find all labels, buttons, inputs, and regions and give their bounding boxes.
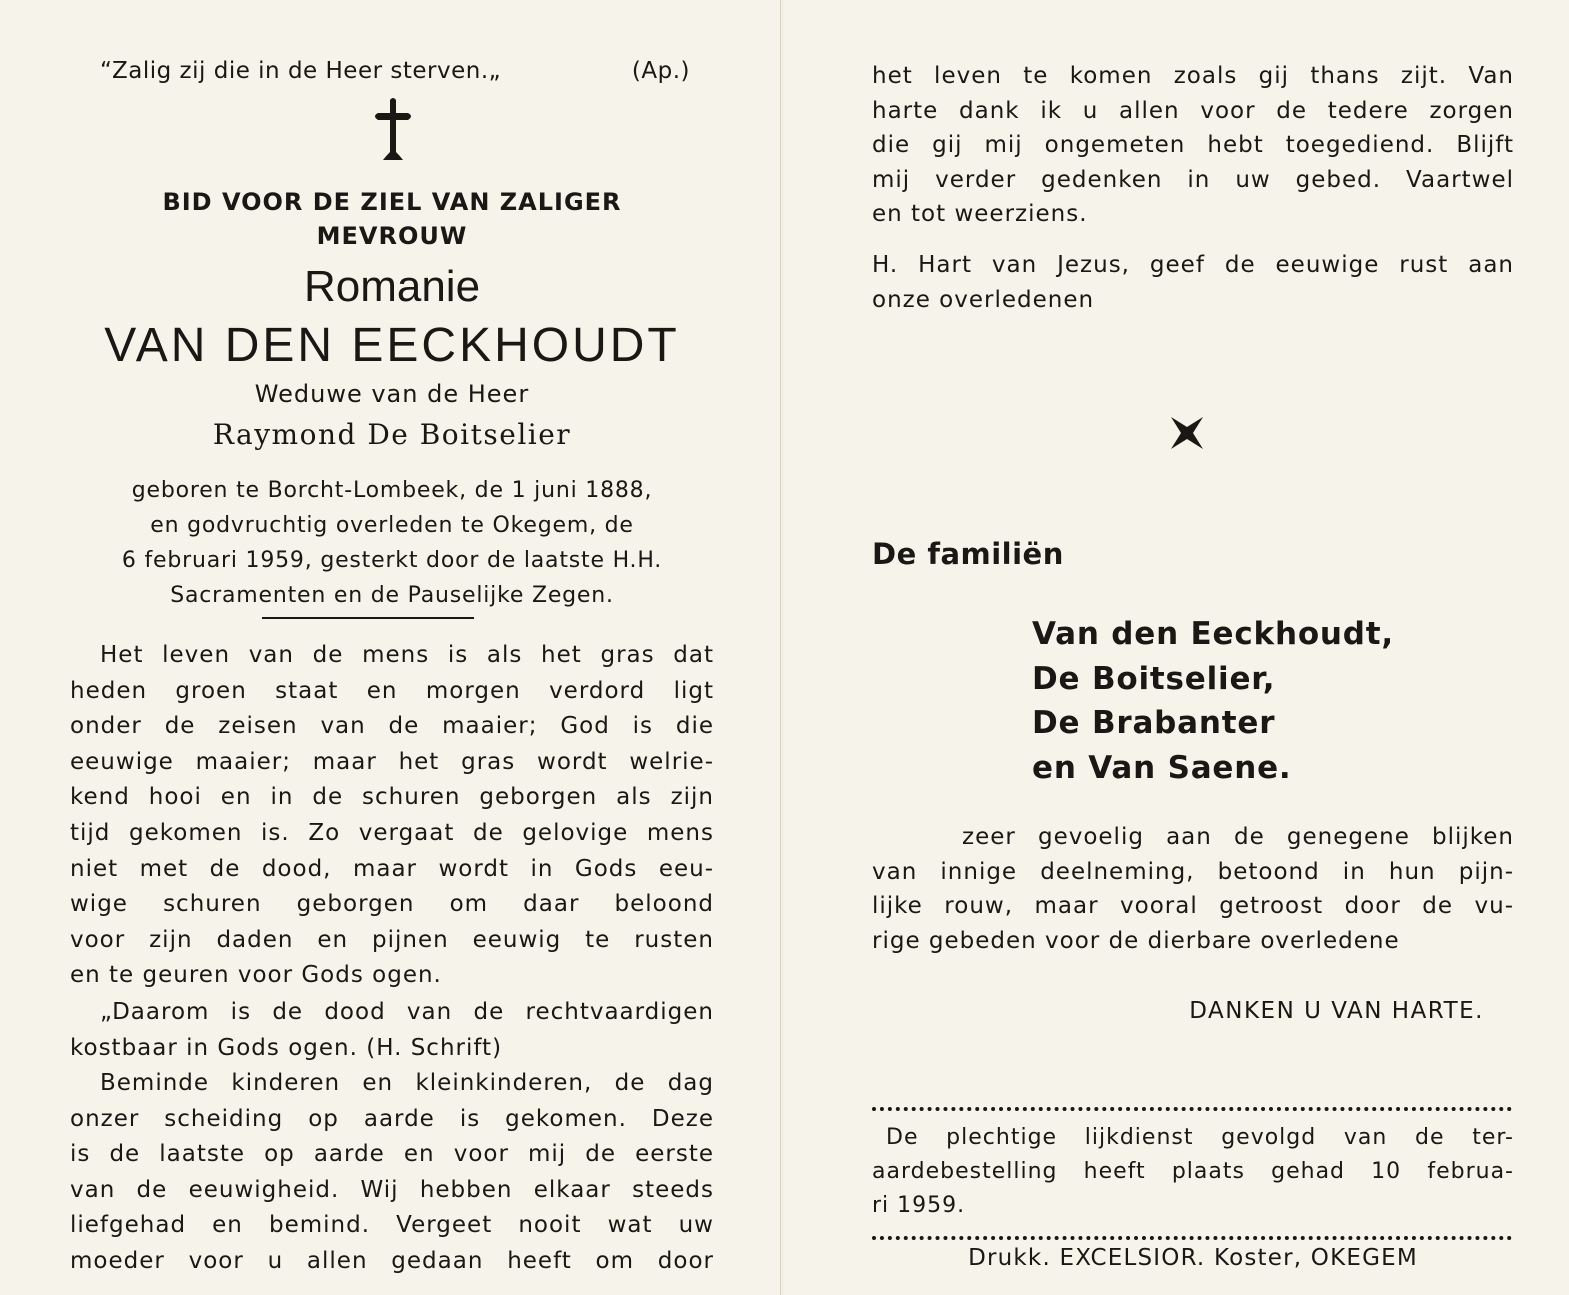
pray-line-1: BID VOOR DE ZIEL VAN ZALIGER <box>162 188 622 216</box>
text-line: Beminde kinderen en kleinkinderen, de dag <box>100 1070 714 1096</box>
text-paragraph-prayer <box>872 248 1514 317</box>
text-line: het leven te komen zoals gij thans zijt. Van <box>872 63 1514 89</box>
printer-credit: Drukk. EXCELSIOR. Koster, OKEGEM <box>968 1245 1418 1271</box>
pray-heading <box>70 185 714 253</box>
text-line: voor zijn daden en pijnen eeuwig te rusten <box>70 926 714 953</box>
divider <box>262 617 474 619</box>
text-line: rige gebeden voor de dierbare overledene <box>872 927 1400 954</box>
text-line: mij verder gedenken in uw gebed. Vaartwel <box>872 166 1514 193</box>
text-line: onze overledenen <box>872 286 1095 313</box>
motto-reference: (Ap.) <box>631 58 690 84</box>
left-page <box>0 0 781 1295</box>
text-line: H. Hart van Jezus, geef de eeuwige rust aan <box>872 252 1514 278</box>
text-line: die gij mij ongemeten hebt toegediend. Blijft <box>872 132 1514 158</box>
text-paragraph-gras <box>70 638 714 994</box>
family-names <box>1032 612 1394 790</box>
text-line: kostbaar in Gods ogen. (H. Schrift) <box>70 1034 503 1061</box>
text-line: en tot weerziens. <box>872 201 1088 227</box>
birth-line: geboren te Borcht-Lombeek, de 1 juni 1888, <box>131 478 653 503</box>
text-line: Het leven van de mens is als het gras dat <box>100 642 714 668</box>
thanks-line: DANKEN U VAN HARTE. <box>1189 998 1484 1024</box>
text-line: niet met de dood, maar wordt in Gods eeu- <box>70 855 714 882</box>
text-paragraph-scripture <box>70 995 714 1066</box>
widow-of: Weduwe van de Heer <box>254 380 530 408</box>
text-line: is de laatste op aarde en voor mij de eerste <box>70 1141 714 1168</box>
text-paragraph-farewell-continued <box>872 59 1514 232</box>
text-line: onzer scheiding op aarde is gekomen. Deze <box>70 1105 714 1132</box>
text-paragraph-gratitude <box>872 820 1514 958</box>
motto-text: “Zalig zij die in de Heer sterven.„ <box>100 58 502 84</box>
text-paragraph-farewell <box>70 1066 714 1280</box>
text-line: „Daarom is de dood van de rechtvaardigen <box>100 999 714 1025</box>
deceased-first-name: Romanie <box>303 262 481 311</box>
birth-line: Sacramenten en de Pauselijke Zegen. <box>170 583 614 608</box>
text-line: eeuwige maaier; maar het gras wordt welrie- <box>70 748 714 775</box>
birth-line: en godvruchtig overleden te Okegem, de <box>150 513 634 538</box>
text-line: en te geuren voor Gods ogen. <box>70 962 442 989</box>
families-title: De familiën <box>872 537 1064 571</box>
deceased-last-name: VAN DEN EECKHOUDT <box>104 319 680 372</box>
text-line: tijd gekomen is. Zo vergaat de gelovige mens <box>70 819 714 846</box>
family-name: Van den Eeckhoudt, <box>1032 616 1394 652</box>
dotted-divider <box>872 1107 1512 1111</box>
text-line: zeer gevoelig aan de genegene blijken <box>962 824 1514 850</box>
dotted-divider <box>872 1236 1512 1240</box>
family-name: De Brabanter <box>1032 705 1276 741</box>
family-name: De Boitselier, <box>1032 660 1276 697</box>
text-line: De plechtige lijkdienst gevolgd van de ter- <box>886 1125 1514 1150</box>
birth-line: 6 februari 1959, gesterkt door de laatste H.H. <box>121 548 663 573</box>
text-line: heden groen staat en morgen verdord ligt <box>70 677 714 704</box>
text-line: lijke rouw, maar vooral getroost door de vu- <box>872 893 1514 919</box>
motto <box>100 58 690 84</box>
text-line: van de eeuwigheid. Wij hebben elkaar steeds <box>70 1176 714 1203</box>
pray-line-2: MEVROUW <box>316 222 468 250</box>
text-line: van innige deelneming, betoond in hun pijn- <box>872 858 1514 885</box>
text-line: ri 1959. <box>872 1193 966 1218</box>
text-line: wige schuren geborgen om daar beloond <box>70 891 714 918</box>
birth-death-details <box>70 473 714 613</box>
latin-cross-icon <box>370 96 416 162</box>
maltese-cross-icon <box>1169 415 1205 451</box>
text-line: kend hooi en in de schuren geborgen als zijn <box>70 784 714 811</box>
text-paragraph-service <box>872 1121 1514 1223</box>
right-page <box>784 0 1569 1295</box>
family-name: en Van Saene. <box>1032 749 1292 786</box>
text-line: liefgehad en bemind. Vergeet nooit wat uw <box>70 1212 714 1239</box>
text-line: onder de zeisen van de maaier; God is die <box>70 713 714 740</box>
text-line: moeder voor u allen gedaan heeft om door <box>70 1247 714 1274</box>
text-line: aardebestelling heeft plaats gehad 10 februa- <box>872 1159 1514 1184</box>
husband-name: Raymond De Boitselier <box>212 418 572 451</box>
text-line: harte dank ik u allen voor de tedere zorgen <box>872 97 1514 124</box>
